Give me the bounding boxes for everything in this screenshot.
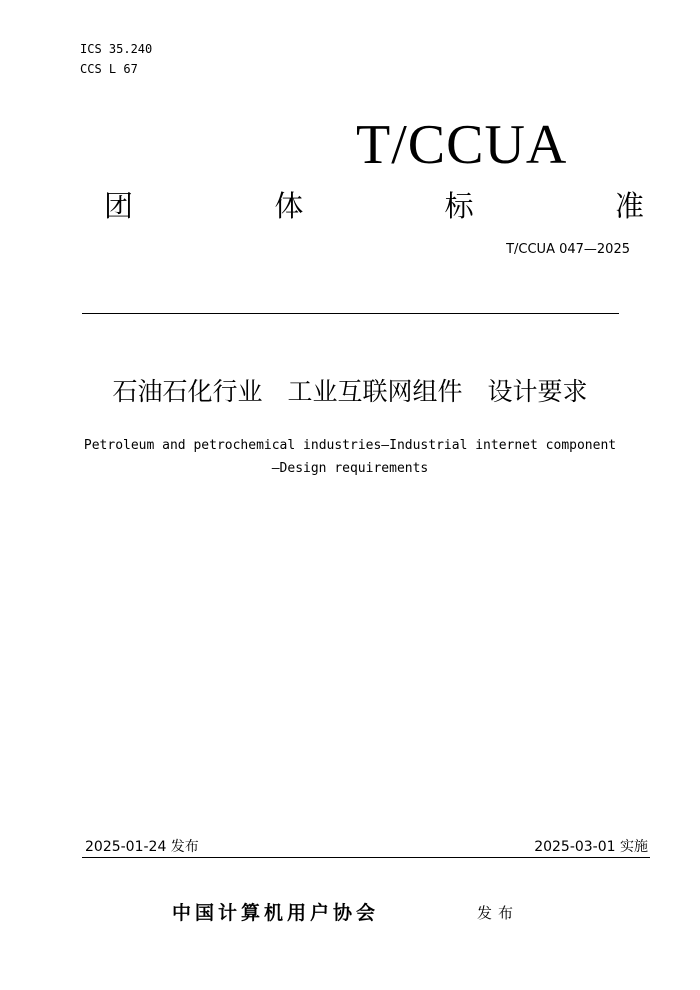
standard-type-heading	[104, 186, 644, 226]
document-title-chinese: 石油石化行业 工业互联网组件 设计要求	[112, 377, 588, 406]
standard-type-char-4: 准	[614, 189, 644, 223]
publish-label: 发布	[477, 904, 520, 922]
ics-code: ICS 35.240	[80, 42, 153, 56]
standard-brand-mark: T/CCUA	[356, 114, 568, 176]
standard-type-char-2: 体	[274, 189, 304, 223]
standard-type-char-3: 标	[444, 189, 474, 223]
issue-date: 2025-01-24 发布	[85, 839, 199, 855]
top-divider	[82, 313, 619, 314]
standard-number: T/CCUA 047—2025	[506, 242, 630, 257]
document-title-english-line-1: Petroleum and petrochemical industries—Industrial internet component	[83, 438, 617, 453]
bottom-divider	[82, 857, 650, 858]
document-title-english-line-2: —Design requirements	[271, 461, 429, 476]
ccs-code: CCS L 67	[80, 62, 138, 76]
standard-type-char-1: 团	[104, 189, 134, 223]
publisher-name: 中国计算机用户协会	[172, 902, 380, 924]
effective-date: 2025-03-01 实施	[534, 839, 648, 855]
